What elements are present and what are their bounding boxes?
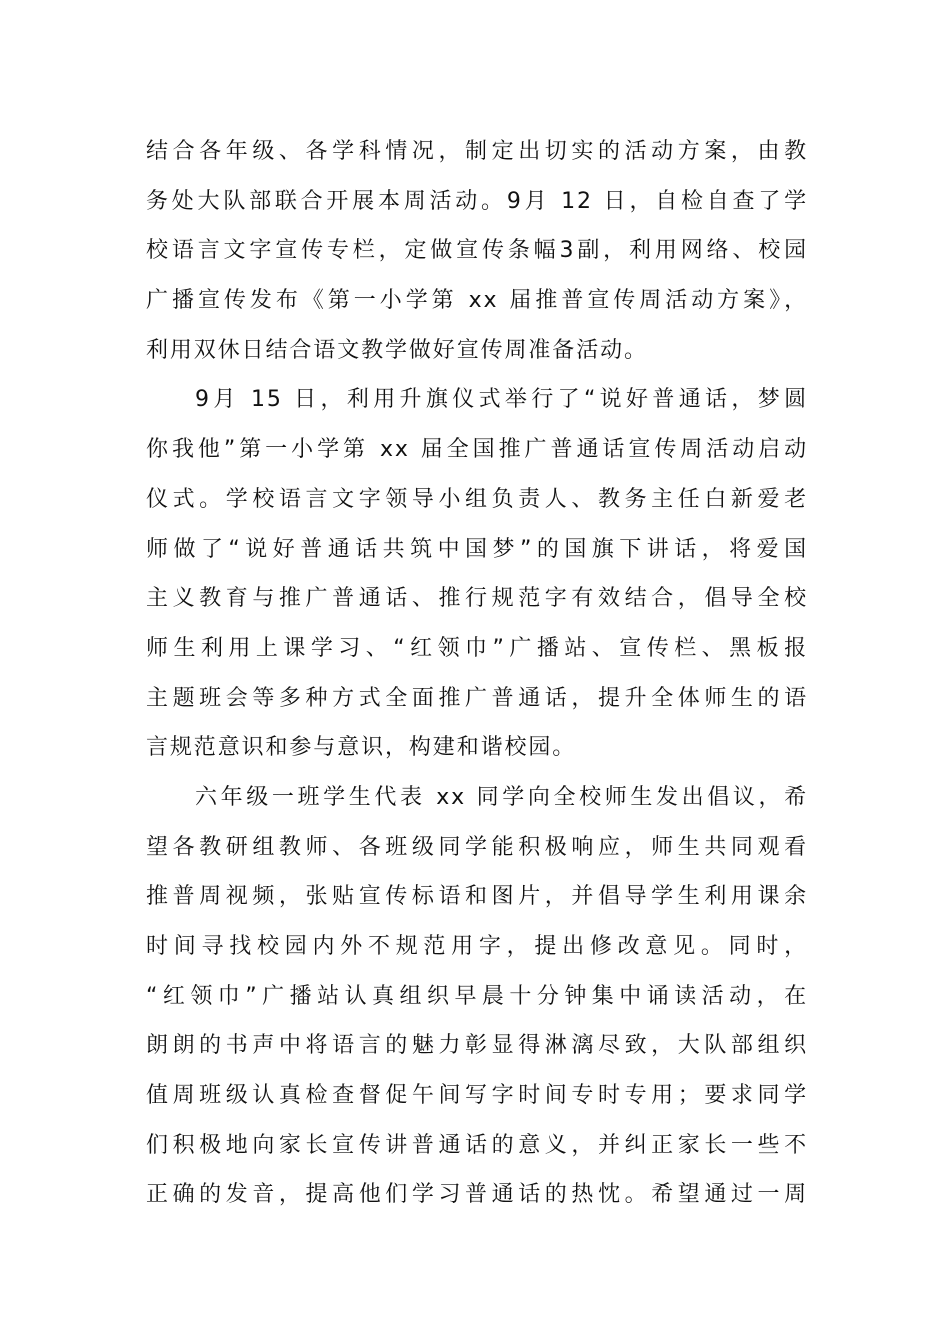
text-line: 利用双休日结合语文教学做好宣传周准备活动。: [146, 337, 648, 363]
text-line: 言规范意识和参与意识，构建和谐校园。: [146, 735, 577, 761]
paragraph-3: [146, 773, 808, 1220]
text-line: 望各教研组教师、各班级同学能积极响应，师生共同观看: [146, 834, 808, 860]
text-line: 校语言文字宣传专栏，定做宣传条幅3副，利用网络、校园: [146, 238, 808, 264]
text-line: 主义教育与推广普通话、推行规范字有效结合，倡导全校: [146, 586, 808, 612]
text-line: 们积极地向家长宣传讲普通话的意义，并纠正家长一些不: [146, 1132, 808, 1158]
text-line: 9月 15 日，利用升旗仪式举行了“说好普通话，梦圆: [195, 387, 808, 413]
text-line: 朗朗的书声中将语言的魅力彰显得淋漓尽致，大队部组织: [146, 1033, 808, 1059]
text-line: 广播宣传发布《第一小学第 xx 届推普宣传周活动方案》，: [146, 288, 808, 314]
text-line: 你我他”第一小学第 xx 届全国推广普通话宣传周活动启动: [146, 437, 808, 463]
text-line: 主题班会等多种方式全面推广普通话，提升全体师生的语: [146, 685, 808, 711]
text-line: 师生利用上课学习、“红领巾”广播站、宣传栏、黑板报: [146, 635, 808, 661]
text-line: 师做了“说好普通话共筑中国梦”的国旗下讲话，将爱国: [146, 536, 808, 562]
text-line: 时间寻找校园内外不规范用字，提出修改意见。同时，: [146, 934, 808, 959]
text-line: 正确的发音，提高他们学习普通话的热忱。希望通过一周: [146, 1182, 808, 1208]
paragraph-1: [146, 127, 808, 375]
text-line: 结合各年级、各学科情况，制定出切实的活动方案，由教: [146, 139, 808, 164]
text-line: 务处大队部联合开展本周活动。9月 12 日，自检自查了学: [146, 188, 808, 214]
text-line: 值周班级认真检查督促午间写字时间专时专用；要求同学: [146, 1083, 808, 1109]
paragraph-2: [146, 375, 808, 773]
text-line: “红领巾”广播站认真组织早晨十分钟集中诵读活动，在: [146, 983, 808, 1009]
text-line: 六年级一班学生代表 xx 同学向全校师生发出倡议，希: [195, 784, 808, 810]
text-line: 推普周视频，张贴宣传标语和图片，并倡导学生利用课余: [146, 884, 808, 910]
text-line: 仪式。学校语言文字领导小组负责人、教务主任白新爱老: [146, 486, 808, 512]
document-page: [146, 127, 808, 1220]
